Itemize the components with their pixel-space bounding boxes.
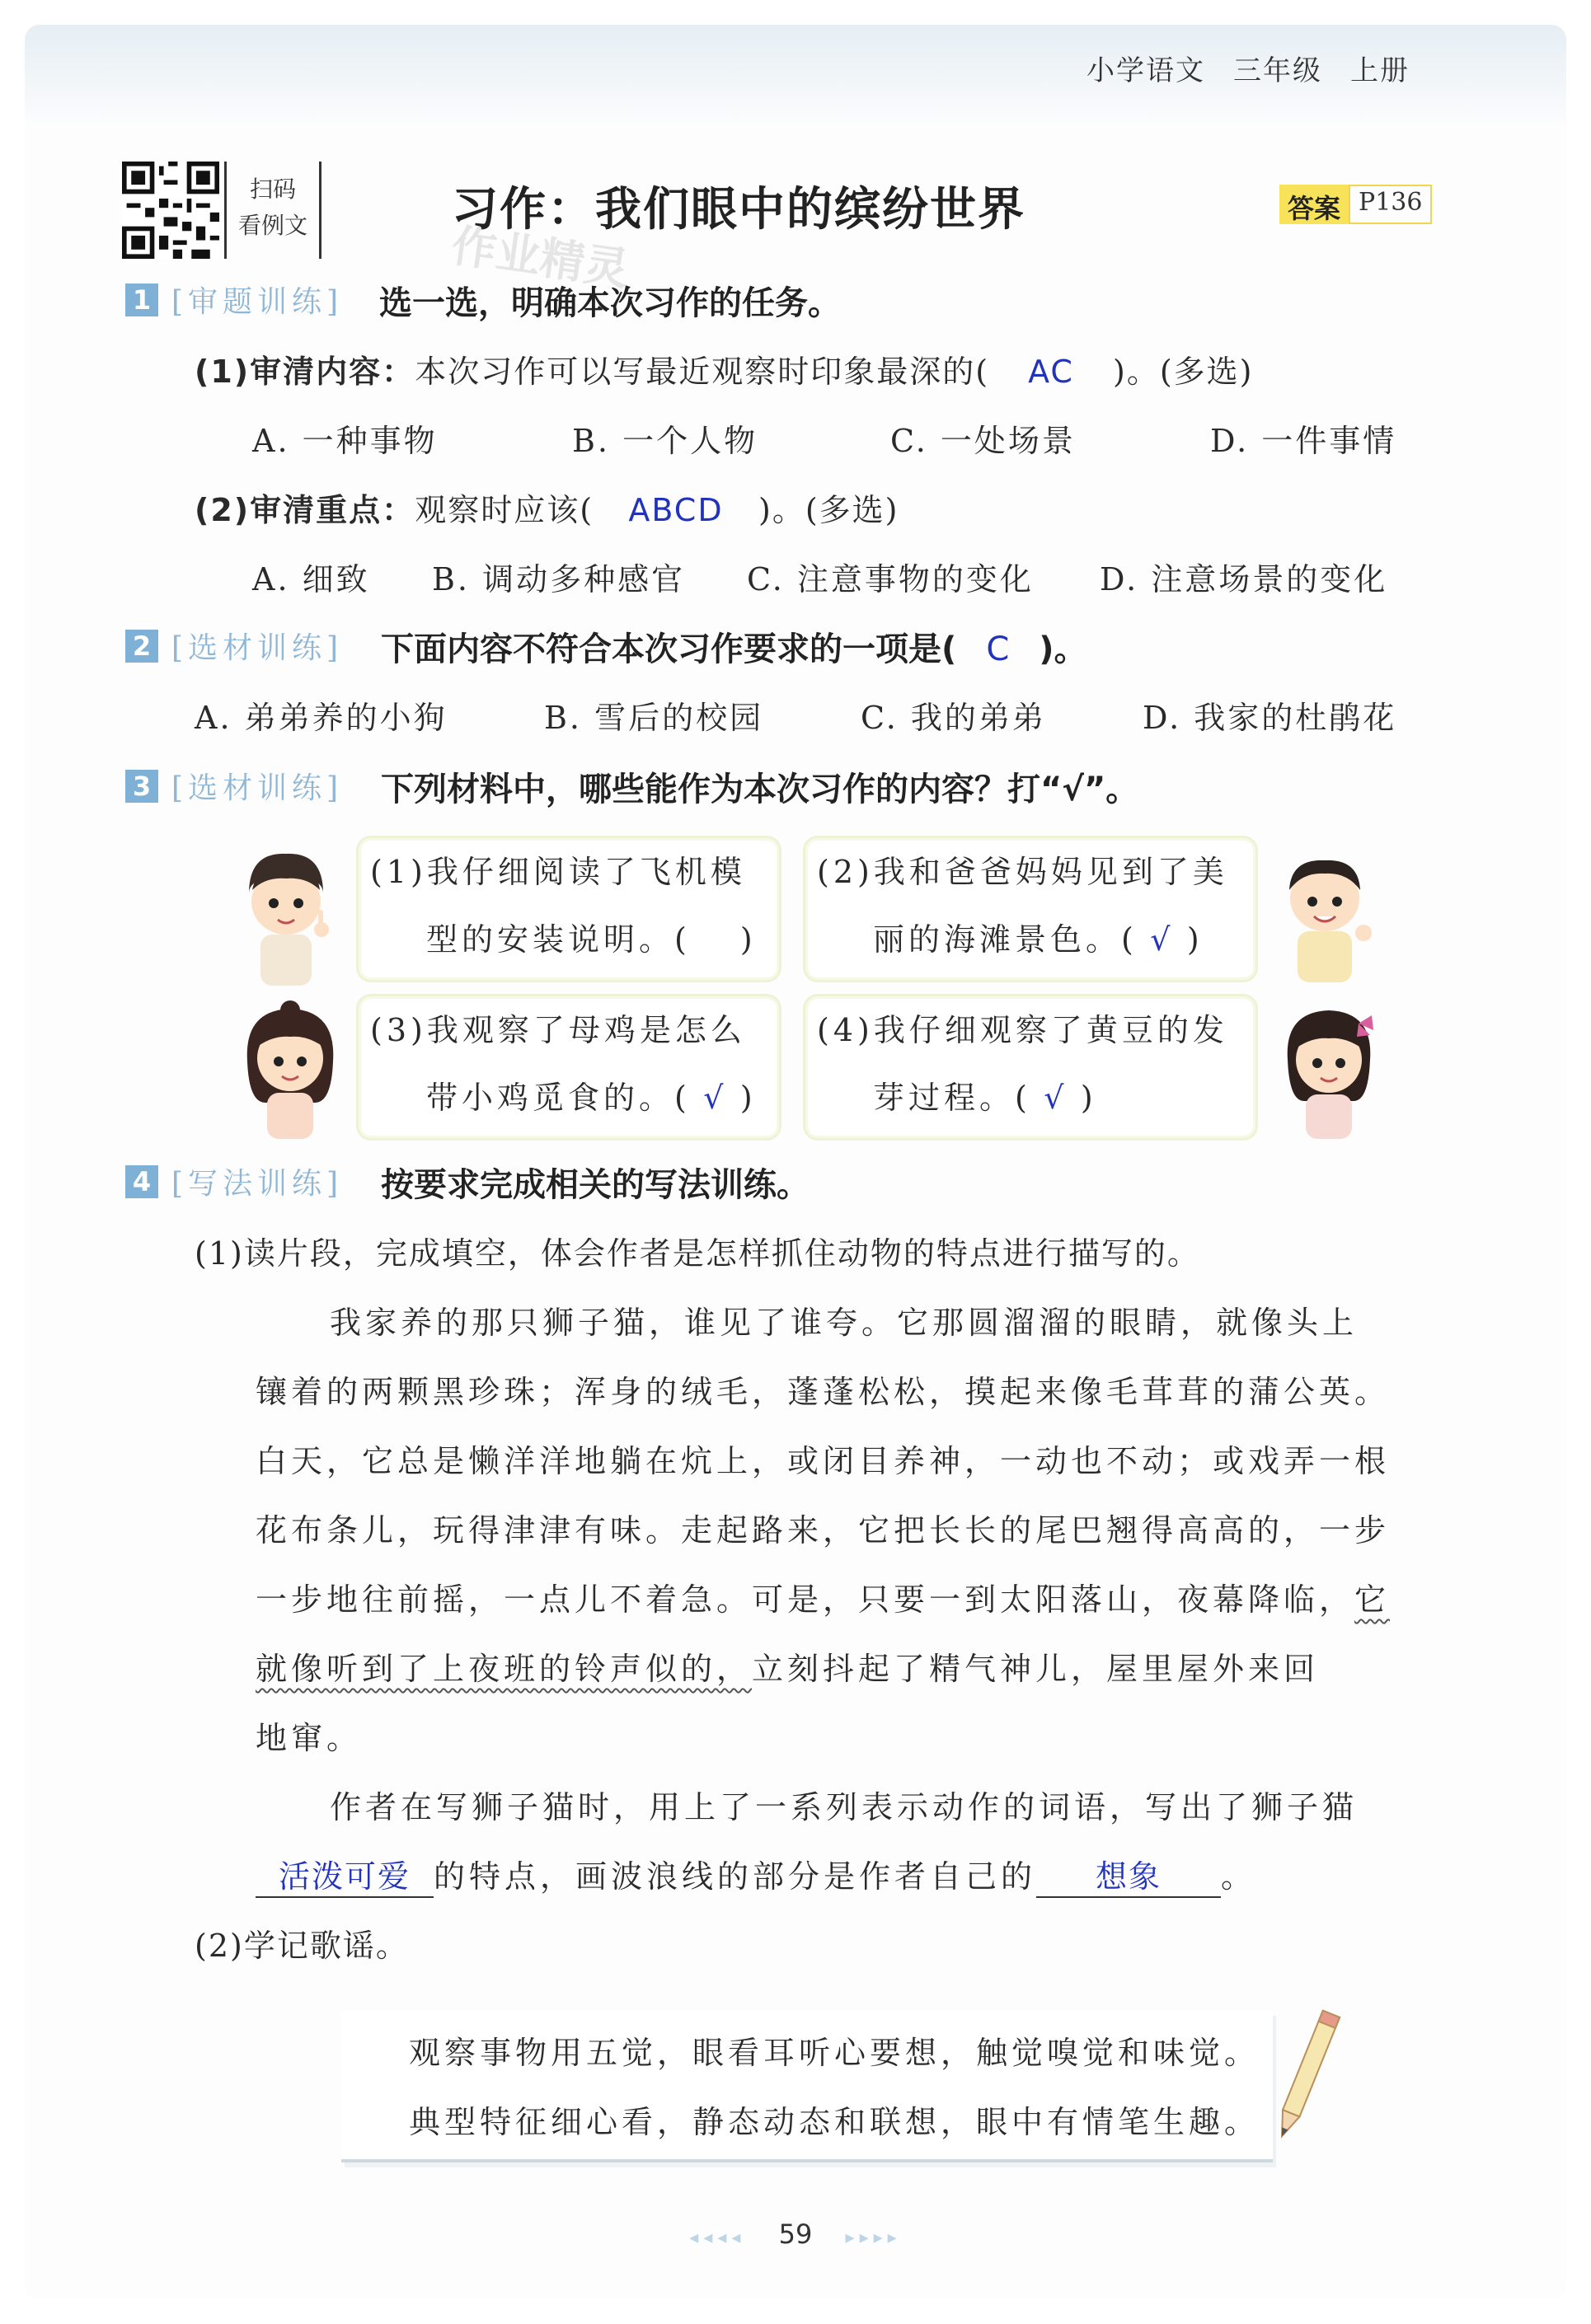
q2-prompt-after: )。 <box>1039 630 1087 668</box>
q1-sub2-line <box>195 485 899 530</box>
material-item-2 <box>803 836 1258 982</box>
watermark-text: 作业精灵 <box>448 219 632 296</box>
question-prompt-2 <box>381 623 1087 670</box>
fill-answer-1[interactable]: 活泼可爱 <box>256 1851 434 1898</box>
question-tag-1: [审题训练] <box>171 285 344 319</box>
q1-sub1-option-c: C. 一处场景 <box>890 423 1076 459</box>
q1-sub2-after: )。(多选) <box>758 492 899 528</box>
material-2-mark[interactable]: √ <box>1150 921 1175 958</box>
question-number-3: 3 <box>125 770 158 803</box>
scan-line2: 看例文 <box>237 212 307 239</box>
material-3-line2 <box>359 1064 779 1132</box>
question-prompt-1: 选一选，明确本次习作的任务。 <box>379 284 841 322</box>
fill-line-2 <box>256 1851 1256 1898</box>
passage-line-5-text: 一步地往前摇，一点儿不着急。可是，只要一到太阳落山，夜幕降临， <box>256 1581 1355 1618</box>
q2-answer: C <box>986 630 1010 668</box>
q1-sub2-answer: ABCD <box>628 492 724 528</box>
boy-waving-illustration-icon <box>1271 841 1378 989</box>
fill-end-text: 。 <box>1221 1858 1257 1895</box>
page-number: 59 <box>778 2219 813 2250</box>
passage-line-5 <box>256 1574 1390 1619</box>
fill-answer-2[interactable]: 想象 <box>1036 1851 1221 1898</box>
answer-label: 答案 <box>1279 185 1349 224</box>
material-4-line1: (4)我仔细观察了黄豆的发 <box>817 1012 1228 1048</box>
footer-left-arrows-icon: ◂◂◂◂ <box>689 2228 746 2248</box>
q1-sub1-option-d: D. 一件事情 <box>1210 423 1397 459</box>
header-subject: 小学语文 <box>1086 54 1205 87</box>
material-4-text: 芽过程。( <box>873 1080 1031 1116</box>
material-2-text: 丽的海滩景色。( <box>873 921 1138 958</box>
q1-sub2-label: (2)审清重点： <box>195 492 415 528</box>
header-volume: 上册 <box>1350 54 1410 87</box>
question-number-4: 4 <box>125 1165 158 1198</box>
page-footer <box>0 2219 1591 2250</box>
q1-sub1-after: )。(多选) <box>1113 354 1254 390</box>
passage-wavy-text: 就像听到了上夜班的铃声似的， <box>256 1651 753 1687</box>
material-1-line1: (1)我仔细阅读了飞机模 <box>370 854 746 890</box>
q1-sub2-option-b: B. 调动多种感官 <box>432 561 686 597</box>
answer-page: P136 <box>1349 185 1432 224</box>
q1-sub1-answer: AC <box>1028 354 1074 390</box>
q2-option-a: A. 弟弟养的小狗 <box>195 700 448 736</box>
passage-wavy-start: 它 <box>1354 1581 1391 1618</box>
passage-line-7: 地窜。 <box>256 1720 363 1756</box>
passage-line-3: 白天，它总是懒洋洋地躺在炕上，或闭目养神，一动也不动；或戏弄一根 <box>256 1443 1391 1479</box>
boy-pointing-illustration-icon <box>232 844 340 992</box>
material-1-text: 型的安装说明。( <box>426 921 691 958</box>
material-2-line2 <box>805 906 1255 973</box>
material-4-mark[interactable]: √ <box>1044 1080 1068 1116</box>
song-line-1: 观察事物用五觉，眼看耳听心要想，触觉嗅觉和味觉。 <box>409 2035 1260 2071</box>
question-tag-3: [选材训练] <box>171 771 344 805</box>
question-prompt-4: 按要求完成相关的写法训练。 <box>381 1166 810 1204</box>
qr-code-icon[interactable] <box>122 162 219 259</box>
q2-prompt-before: 下面内容不符合本次习作要求的一项是( <box>381 630 957 668</box>
material-3-line1: (3)我观察了母鸡是怎么 <box>370 1012 746 1048</box>
girl-with-bow-illustration-icon <box>1271 996 1387 1144</box>
q2-option-b: B. 雪后的校园 <box>544 700 764 736</box>
q1-sub1-text: 本次习作可以写最近观察时印象最深的( <box>415 354 990 390</box>
pencil-icon <box>1270 2001 1344 2149</box>
material-1-close: ) <box>739 921 757 958</box>
header-grade: 三年级 <box>1233 54 1322 87</box>
q1-sub1-option-b: B. 一个人物 <box>572 423 758 459</box>
material-item-3 <box>356 994 781 1141</box>
material-3-text: 带小鸡觅食的。( <box>426 1080 691 1116</box>
q1-sub2-option-d: D. 注意场景的变化 <box>1100 561 1388 597</box>
scan-for-example-label <box>224 162 321 259</box>
material-1-line2 <box>359 906 779 973</box>
header-book-info <box>1058 48 1410 88</box>
answer-page-tag[interactable] <box>1279 185 1432 224</box>
q4-sub1-instruction: (1)读片段，完成填空，体会作者是怎样抓住动物的特点进行描写的。 <box>195 1235 1200 1272</box>
q1-sub1-label: (1)审清内容： <box>195 354 415 390</box>
q2-option-d: D. 我家的杜鹃花 <box>1143 700 1397 736</box>
question-number-1: 1 <box>125 283 158 316</box>
q4-sub2-instruction: (2)学记歌谣。 <box>195 1928 409 1964</box>
footer-right-arrows-icon: ▸▸▸▸ <box>845 2228 902 2248</box>
material-item-1 <box>356 836 781 982</box>
question-number-2: 2 <box>125 630 158 663</box>
scan-line1: 扫码 <box>249 176 296 203</box>
passage-line-6-rest: 立刻抖起了精气神儿，屋里屋外来回 <box>752 1651 1320 1687</box>
q2-option-c: C. 我的弟弟 <box>861 700 1046 736</box>
question-prompt-3: 下列材料中，哪些能作为本次习作的内容？打“√”。 <box>381 771 1139 808</box>
q1-sub1-line <box>195 346 1254 391</box>
fill-line-1: 作者在写狮子猫时，用上了一系列表示动作的词语，写出了狮子猫 <box>330 1789 1359 1825</box>
question-tag-2: [选材训练] <box>171 631 344 665</box>
material-item-4 <box>803 994 1258 1141</box>
material-4-line2 <box>805 1064 1255 1132</box>
fill-mid-text: 的特点，画波浪线的部分是作者自己的 <box>434 1858 1037 1895</box>
question-tag-4: [写法训练] <box>171 1167 344 1201</box>
material-2-line1: (2)我和爸爸妈妈见到了美 <box>817 854 1228 890</box>
material-4-close: ) <box>1080 1080 1097 1116</box>
girl-illustration-icon <box>232 996 348 1144</box>
material-2-close: ) <box>1186 921 1204 958</box>
passage-line-4: 花布条儿，玩得津津有味。走起路来，它把长长的尾巴翘得高高的，一步 <box>256 1512 1391 1549</box>
q1-sub2-option-c: C. 注意事物的变化 <box>747 561 1034 597</box>
passage-line-2: 镶着的两颗黑珍珠；浑身的绒毛，蓬蓬松松，摸起来像毛茸茸的蒲公英。 <box>256 1374 1391 1410</box>
q1-sub1-option-a: A. 一种事物 <box>252 423 438 459</box>
page-title: 习作：我们眼中的缤纷世界 <box>452 183 1025 237</box>
passage-line-1: 我家养的那只狮子猫，谁见了谁夸。它那圆溜溜的眼睛，就像头上 <box>330 1305 1359 1341</box>
q1-sub2-text: 观察时应该( <box>415 492 594 528</box>
material-3-mark[interactable]: √ <box>703 1080 728 1116</box>
passage-line-6 <box>256 1643 1319 1689</box>
material-3-close: ) <box>739 1080 757 1116</box>
q1-sub2-option-a: A. 细致 <box>252 561 370 597</box>
song-line-2: 典型特征细心看，静态动态和联想，眼中有情笔生趣。 <box>409 2104 1260 2140</box>
